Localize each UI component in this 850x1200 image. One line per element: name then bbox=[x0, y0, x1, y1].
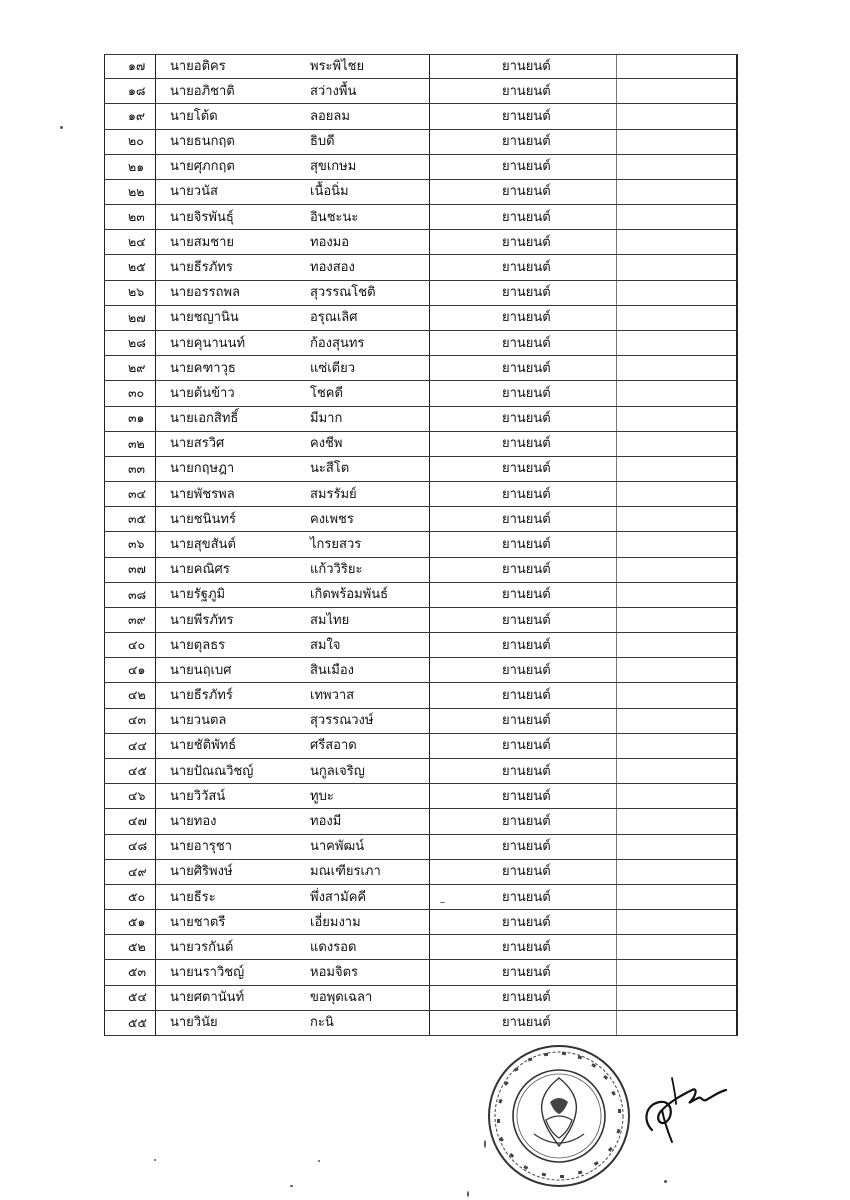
row-number: ๓๗ bbox=[128, 561, 146, 577]
program-type: ยานยนต์ bbox=[502, 587, 551, 603]
program-type: ยานยนต์ bbox=[502, 713, 551, 729]
first-name: นายโต้ด bbox=[170, 108, 218, 124]
program-type: ยานยนต์ bbox=[502, 688, 551, 704]
table-row bbox=[104, 885, 738, 910]
last-name: เอี่ยมงาม bbox=[310, 914, 361, 930]
table-row bbox=[104, 457, 738, 482]
program-type: ยานยนต์ bbox=[502, 411, 551, 427]
scan-speck bbox=[290, 1185, 293, 1187]
table-row bbox=[104, 986, 738, 1011]
row-number: ๕๓ bbox=[128, 964, 147, 980]
program-type: ยานยนต์ bbox=[502, 763, 551, 779]
table-row bbox=[104, 507, 738, 532]
first-name: นายคุนานนท์ bbox=[170, 335, 246, 351]
program-type: ยานยนต์ bbox=[502, 285, 551, 301]
name-table bbox=[104, 54, 738, 1036]
table-row bbox=[104, 1011, 738, 1036]
table-row bbox=[104, 709, 738, 734]
row-number: ๒๓ bbox=[128, 208, 145, 224]
row-number: ๒๖ bbox=[128, 284, 145, 300]
scan-speck bbox=[664, 1180, 667, 1183]
last-name: กะนิ bbox=[310, 1015, 334, 1031]
table-row bbox=[104, 558, 738, 583]
first-name: นายคฑาวุธ bbox=[170, 360, 236, 376]
first-name: นายวินัย bbox=[170, 1015, 218, 1031]
table-row bbox=[104, 155, 738, 180]
first-name: นายวิวัสน์ bbox=[170, 788, 226, 804]
row-number: ๔๓ bbox=[128, 712, 147, 728]
last-name: ทูบะ bbox=[310, 788, 334, 804]
last-name: นกูลเจริญ bbox=[310, 763, 365, 779]
scan-speck bbox=[60, 126, 63, 129]
program-type: ยานยนต์ bbox=[502, 83, 551, 99]
row-number: ๒๐ bbox=[128, 133, 144, 149]
program-type: ยานยนต์ bbox=[502, 788, 551, 804]
last-name: สมไทย bbox=[310, 612, 350, 628]
last-name: เกิดพร้อมพันธ์ bbox=[310, 587, 389, 603]
table-row bbox=[104, 784, 738, 809]
scan-speck bbox=[440, 902, 445, 903]
last-name: อรุณเลิศ bbox=[310, 310, 358, 326]
table-row bbox=[104, 79, 738, 104]
row-number: ๔๐ bbox=[128, 636, 146, 652]
last-name: ธิบดี bbox=[310, 134, 335, 150]
table-row bbox=[104, 130, 738, 155]
first-name: นายสุขสันต์ bbox=[170, 536, 236, 552]
last-name: ศรีสอาด bbox=[310, 738, 357, 754]
last-name: เทพวาส bbox=[310, 688, 355, 704]
row-number: ๓๖ bbox=[128, 536, 145, 552]
table-row bbox=[104, 583, 738, 608]
last-name: พระพิไชย bbox=[310, 59, 365, 75]
last-name: สมรรัมย์ bbox=[310, 486, 357, 502]
first-name: นายรัฐภูมิ bbox=[170, 587, 226, 603]
table-row bbox=[104, 281, 738, 306]
row-number: ๒๒ bbox=[128, 183, 145, 199]
program-type: ยานยนต์ bbox=[502, 939, 551, 955]
row-number: ๔๒ bbox=[128, 687, 146, 703]
last-name: เนื้อนิ่ม bbox=[310, 184, 349, 200]
row-number: ๔๖ bbox=[128, 788, 146, 804]
table-row bbox=[104, 683, 738, 708]
last-name: แดงรอด bbox=[310, 939, 357, 955]
program-type: ยานยนต์ bbox=[502, 1015, 551, 1031]
last-name: สุวรรณวงษ์ bbox=[310, 713, 374, 729]
last-name: สินเมือง bbox=[310, 662, 354, 678]
scan-speck bbox=[154, 1159, 156, 1161]
table-row bbox=[104, 960, 738, 985]
first-name: นายธีรภัทร์ bbox=[170, 688, 233, 704]
first-name: นายศิริพงษ์ bbox=[170, 864, 233, 880]
row-number: ๒๕ bbox=[128, 259, 146, 275]
table-row bbox=[104, 835, 738, 860]
first-name: นายศุภกฤต bbox=[170, 159, 235, 175]
program-type: ยานยนต์ bbox=[502, 738, 551, 754]
row-number: ๓๘ bbox=[128, 586, 147, 602]
row-number: ๑๗ bbox=[128, 58, 146, 74]
last-name: ขอพุดเฉลา bbox=[310, 990, 373, 1006]
row-number: ๒๘ bbox=[128, 334, 146, 350]
first-name: นายธนกฤต bbox=[170, 134, 235, 150]
first-name: นายศตานันท์ bbox=[170, 990, 245, 1006]
official-seal-icon bbox=[484, 1042, 634, 1190]
first-name: นายคณิศร bbox=[170, 562, 230, 578]
row-number: ๓๒ bbox=[128, 435, 145, 451]
last-name: ทองมี bbox=[310, 813, 342, 829]
table-row bbox=[104, 482, 738, 507]
first-name: นายพีรภัทร bbox=[170, 612, 234, 628]
first-name: นายปัณณวิชญ์ bbox=[170, 763, 254, 779]
last-name: สุวรรณโชติ bbox=[310, 285, 376, 301]
program-type: ยานยนต์ bbox=[502, 864, 551, 880]
program-type: ยานยนต์ bbox=[502, 965, 551, 981]
program-type: ยานยนต์ bbox=[502, 436, 551, 452]
first-name: นายสมชาย bbox=[170, 234, 235, 250]
table-row bbox=[104, 532, 738, 557]
row-number: ๓๙ bbox=[128, 611, 146, 627]
first-name: นายพัชรพล bbox=[170, 486, 235, 502]
row-number: ๓๕ bbox=[128, 511, 147, 527]
last-name: พึ่งสามัคคี bbox=[310, 889, 367, 905]
last-name: สมใจ bbox=[310, 637, 341, 653]
table-row bbox=[104, 910, 738, 935]
first-name: นายเอกสิทธิ์ bbox=[170, 411, 239, 427]
program-type: ยานยนต์ bbox=[502, 184, 551, 200]
first-name: นายตุลธร bbox=[170, 637, 226, 653]
program-type: ยานยนต์ bbox=[502, 310, 551, 326]
program-type: ยานยนต์ bbox=[502, 108, 551, 124]
last-name: นาคพัฒน์ bbox=[310, 839, 365, 855]
row-number: ๔๗ bbox=[128, 813, 147, 829]
first-name: นายวรกันต์ bbox=[170, 939, 234, 955]
table-row bbox=[104, 205, 738, 230]
table-row bbox=[104, 407, 738, 432]
row-number: ๓๐ bbox=[128, 385, 145, 401]
last-name: คงเพชร bbox=[310, 511, 354, 527]
table-row bbox=[104, 230, 738, 255]
table-row bbox=[104, 658, 738, 683]
row-number: ๔๘ bbox=[128, 838, 148, 854]
row-number: ๒๗ bbox=[128, 309, 146, 325]
program-type: ยานยนต์ bbox=[502, 612, 551, 628]
row-number: ๔๙ bbox=[128, 863, 147, 879]
table-row bbox=[104, 306, 738, 331]
table-row bbox=[104, 104, 738, 129]
first-name: นายกฤษฎา bbox=[170, 461, 235, 477]
row-number: ๓๑ bbox=[128, 410, 145, 426]
last-name: อินชะนะ bbox=[310, 209, 359, 225]
program-type: ยานยนต์ bbox=[502, 486, 551, 502]
last-name: หอมจิตร bbox=[310, 965, 358, 981]
row-number: ๒๙ bbox=[128, 359, 146, 375]
row-number: ๒๑ bbox=[128, 158, 145, 174]
signature-icon bbox=[632, 1060, 742, 1150]
row-number: ๔๕ bbox=[128, 762, 147, 778]
table-row bbox=[104, 381, 738, 406]
table-row bbox=[104, 759, 738, 784]
table-row bbox=[104, 608, 738, 633]
program-type: ยานยนต์ bbox=[502, 990, 551, 1006]
first-name: นายจิรพันธุ์ bbox=[170, 209, 234, 225]
last-name: สุขเกษม bbox=[310, 159, 357, 175]
program-type: ยานยนต์ bbox=[502, 134, 551, 150]
program-type: ยานยนต์ bbox=[502, 234, 551, 250]
program-type: ยานยนต์ bbox=[502, 260, 551, 275]
row-number: ๕๑ bbox=[128, 913, 146, 929]
first-name: นายชนินทร์ bbox=[170, 511, 236, 527]
row-number: ๔๔ bbox=[128, 737, 147, 753]
first-name: นายทอง bbox=[170, 813, 217, 829]
program-type: ยานยนต์ bbox=[502, 839, 551, 855]
program-type: ยานยนต์ bbox=[502, 385, 551, 401]
last-name: มีมาก bbox=[310, 411, 343, 427]
last-name: ลอยลม bbox=[310, 108, 350, 124]
row-number: ๔๑ bbox=[128, 662, 146, 678]
first-name: นายวนตล bbox=[170, 713, 227, 729]
program-type: ยานยนต์ bbox=[502, 637, 551, 653]
program-type: ยานยนต์ bbox=[502, 562, 551, 578]
table-row bbox=[104, 255, 738, 280]
scan-speck bbox=[467, 1191, 469, 1197]
program-type: ยานยนต์ bbox=[502, 914, 551, 930]
first-name: นายต้นข้าว bbox=[170, 385, 235, 401]
program-type: ยานยนต์ bbox=[502, 59, 551, 75]
table-row bbox=[104, 633, 738, 658]
last-name: แซ่เตียว bbox=[310, 360, 356, 376]
first-name: นายอรรถพล bbox=[170, 285, 240, 301]
first-name: นายชาตรี bbox=[170, 914, 226, 930]
scan-speck bbox=[318, 1160, 320, 1162]
row-number: ๓๔ bbox=[128, 485, 147, 501]
program-type: ยานยนต์ bbox=[502, 889, 551, 905]
last-name: ทองสอง bbox=[310, 260, 355, 275]
last-name: คงชีพ bbox=[310, 436, 343, 452]
first-name: นายธีระ bbox=[170, 889, 216, 905]
program-type: ยานยนต์ bbox=[502, 662, 551, 678]
row-number: ๓๓ bbox=[128, 460, 146, 476]
row-number: ๕๕ bbox=[128, 1014, 147, 1030]
program-type: ยานยนต์ bbox=[502, 209, 551, 225]
first-name: นายอารุชา bbox=[170, 839, 233, 855]
first-name: นายอติคร bbox=[170, 59, 226, 75]
first-name: นายนราวิชญ์ bbox=[170, 965, 245, 981]
first-name: นายธีรภัทร bbox=[170, 260, 233, 275]
program-type: ยานยนต์ bbox=[502, 536, 551, 552]
last-name: โชคดี bbox=[310, 385, 343, 401]
row-number: ๑๙ bbox=[128, 108, 146, 124]
program-type: ยานยนต์ bbox=[502, 511, 551, 527]
first-name: นายสรวิศ bbox=[170, 436, 225, 452]
program-type: ยานยนต์ bbox=[502, 461, 551, 477]
row-number: ๕๔ bbox=[128, 989, 147, 1005]
last-name: นะสีโต bbox=[310, 461, 350, 477]
first-name: นายชญานิน bbox=[170, 310, 239, 326]
table-row bbox=[104, 54, 738, 79]
table-row bbox=[104, 860, 738, 885]
first-name: นายอภิชาติ bbox=[170, 83, 235, 99]
table-row bbox=[104, 356, 738, 381]
last-name: สว่างพื้น bbox=[310, 83, 357, 99]
program-type: ยานยนต์ bbox=[502, 813, 551, 829]
table-row bbox=[104, 809, 738, 834]
row-number: ๕๐ bbox=[128, 888, 146, 904]
program-type: ยานยนต์ bbox=[502, 360, 551, 376]
last-name: ทองมอ bbox=[310, 234, 350, 250]
row-number: ๒๔ bbox=[128, 234, 146, 250]
table-row bbox=[104, 180, 738, 205]
last-name: มณเฑียรเภา bbox=[310, 864, 381, 880]
program-type: ยานยนต์ bbox=[502, 159, 551, 175]
program-type: ยานยนต์ bbox=[502, 335, 551, 351]
last-name: แก้ววิริยะ bbox=[310, 562, 363, 578]
table-row bbox=[104, 432, 738, 457]
table-row bbox=[104, 734, 738, 759]
row-number: ๑๘ bbox=[128, 83, 146, 98]
first-name: นายชัติพัทธ์ bbox=[170, 738, 237, 754]
first-name: นายวนัส bbox=[170, 184, 218, 200]
row-number: ๕๒ bbox=[128, 939, 146, 955]
last-name: ไกรยสวร bbox=[310, 536, 362, 552]
first-name: นายนฤเบศ bbox=[170, 662, 232, 678]
last-name: ก้องสุนทร bbox=[310, 335, 365, 351]
table-row bbox=[104, 331, 738, 356]
table-row bbox=[104, 935, 738, 960]
